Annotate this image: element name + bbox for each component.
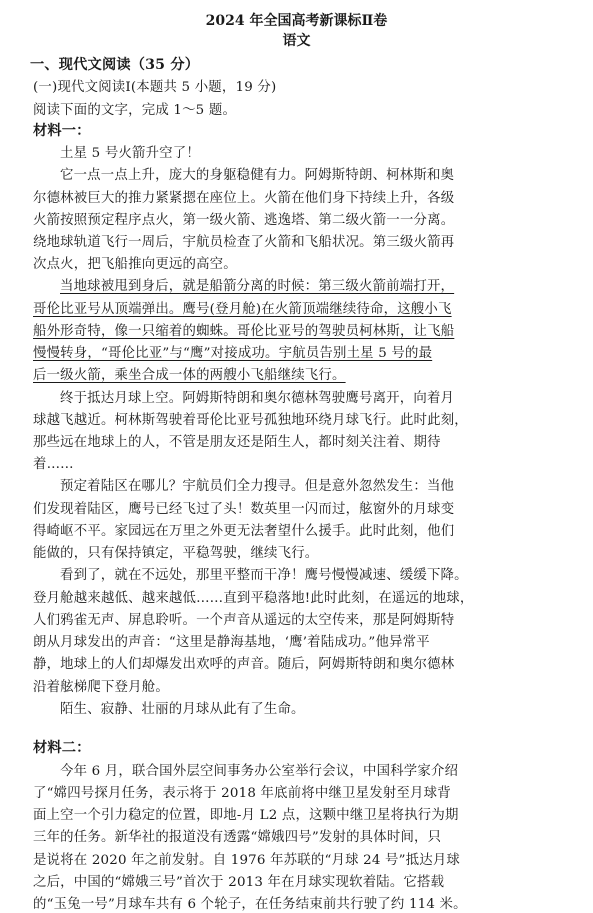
paragraph-line: 们发现着陆区，鹰号已经飞过了头！数英里一闪而过，舷窗外的月球变 — [33, 501, 455, 517]
paragraph-line: 预定着陆区在哪儿？宇航员们全力搜寻。但是意外忽然发生：当他 — [60, 479, 455, 495]
paragraph-line: 是说将在 2020 年之前发射。自 1976 年苏联的“月球 24 号”抵达月球 — [33, 852, 461, 868]
paragraph-line: 土星 5 号火箭升空了！ — [60, 146, 200, 162]
paragraph-line: 三年的任务。新华社的报道没有透露“嫦娥四号”发射的具体时间，只 — [33, 830, 442, 846]
paragraph-line: 静，地球上的人们却爆发出欢呼的声音。随后，阿姆斯特朗和奥尔德林 — [33, 657, 455, 673]
paragraph-line: 面上空一个引力稳定的位置，即地-月 L2 点，这颗中继卫星将执行为期 — [33, 808, 459, 824]
paragraph-line: 人们鸦雀无声、屏息聆听。一个声音从遥远的太空传来，那是阿姆斯特 — [33, 612, 455, 628]
paragraph-line: 球越飞越近。柯林斯驾驶着哥伦比亚号孤独地环绕月球飞行。此时此刻， — [33, 412, 468, 428]
paragraph-line: 火箭按照预定程序点火，第一级火箭、逃逸塔、第二级火箭一一分离。 — [33, 212, 455, 228]
paragraph-line: 能做的，只有保持镇定，平稳驾驶，继续飞行。 — [33, 546, 319, 562]
paragraph-line: 了“嫦四号探月任务，表示将于 2018 年底前将中继卫星发射至月球背 — [33, 785, 451, 801]
underlined-line: 当地球被甩到身后，就是船箭分离的时候：第三级火箭前端打开， — [60, 279, 455, 295]
paragraph-line: 陌生、寂静、壮丽的月球从此有了生命。 — [60, 701, 305, 717]
paragraph-line: 次点火，把飞船推向更远的高空。 — [33, 257, 237, 273]
instruction-text: 阅读下面的文字，完成 1～5 题。 — [33, 102, 237, 118]
subsection-heading: (一)现代文阅读Ⅰ(本题共 5 小题，19 分) — [33, 80, 277, 96]
paragraph-line: 之后，中国的“嫦娥三号”首次于 2013 年在月球实现软着陆。它搭载 — [33, 874, 445, 890]
paragraph-line: 得崎岖不平。家园远在万里之外更无法奢望什么援手。此时此刻，他们 — [33, 523, 455, 539]
paragraph-line: 它一点一点上升，庞大的身躯稳健有力。阿姆斯特朗、柯林斯和奥 — [60, 168, 455, 184]
paragraph-line: 登月舱越来越低、越来越低……直到平稳落地!此时此刻，在遥远的地球， — [33, 590, 474, 606]
paragraph-line: 绕地球轨道飞行一周后，宇航员检查了火箭和飞船状况。第三级火箭再 — [33, 234, 455, 250]
underlined-line: 哥伦比亚号从顶端弹出。鹰号(登月舱)在火箭顶端继续待命，这艘小飞 — [33, 301, 452, 317]
paragraph-line: 那些远在地球上的人，不管是朋友还是陌生人，都时刻关注着、期待 — [33, 435, 441, 451]
paragraph-line: 尔德林被巨大的推力紧紧摁在座位上。火箭在他们身下持续上升，各级 — [33, 190, 455, 206]
paragraph-line: 今年 6 月，联合国外层空间事务办公室举行会议，中国科学家介绍 — [60, 763, 459, 779]
paragraph-line: 的“玉兔一号”月球车共有 6 个轮子，在任务结束前共行驶了约 114 米。 — [33, 897, 467, 912]
subject-title: 语文 — [282, 32, 311, 49]
paragraph-line: 着…… — [33, 457, 74, 473]
material1-label: 材料一： — [33, 122, 91, 139]
underlined-line: 慢慢转身，“哥伦比亚”与“鹰”对接成功。宇航员告别土星 5 号的最 — [33, 346, 433, 362]
paragraph-line: 看到了，就在不远处，那里平整而干净！鹰号慢慢减速、缓缓下降。 — [60, 568, 468, 584]
paragraph-line: 朗从月球发出的声音：“这里是静海基地，‘鹰’着陆成功。”他异常平 — [33, 635, 430, 651]
underlined-line: 船外形奇特，像一只缩着的蜘蛛。哥伦比亚号的驾驶员柯林斯，让飞船 — [33, 323, 455, 339]
paragraph-line: 沿着舷梯爬下登月舱。 — [33, 679, 169, 695]
exam-title: 2024 年全国高考新课标Ⅱ卷 — [205, 12, 388, 29]
paragraph-line: 终于抵达月球上空。阿姆斯特朗和奥尔德林驾驶鹰号离开，向着月 — [60, 390, 455, 406]
underlined-line: 后一级火箭，乘坐合成一体的两艘小飞船继续飞行。 — [33, 368, 346, 384]
section-heading: 一、现代文阅读（35 分） — [30, 57, 200, 74]
material2-label: 材料二： — [33, 740, 91, 757]
